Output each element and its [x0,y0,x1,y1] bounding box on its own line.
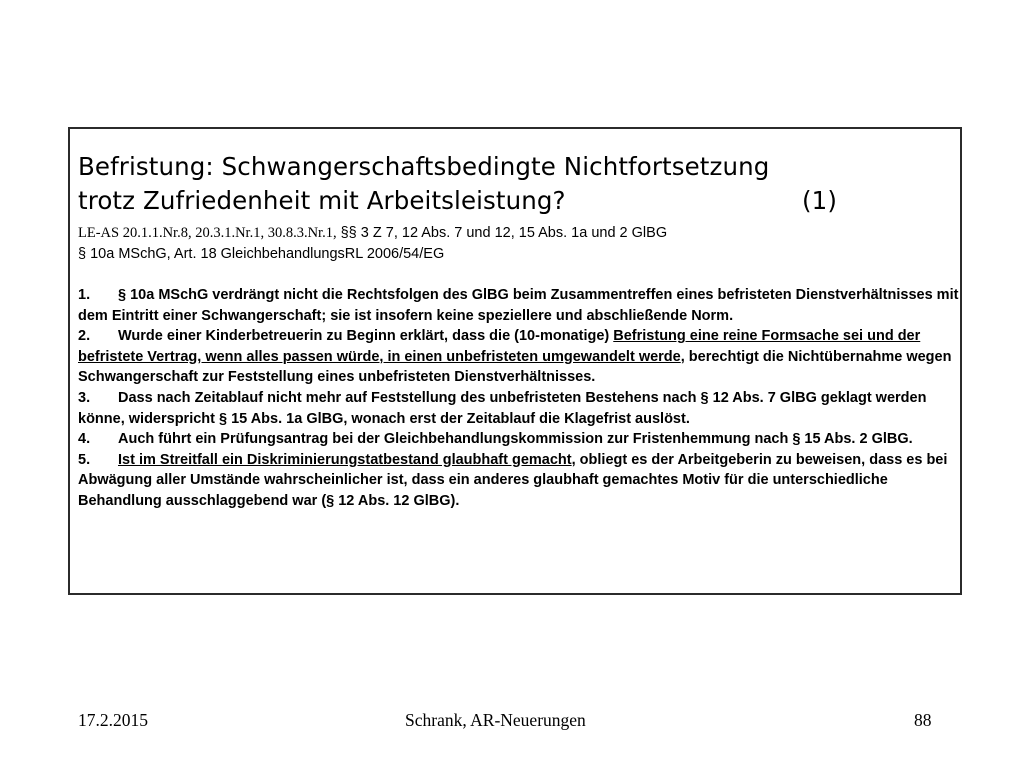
point-number: 4. [78,431,91,448]
title-line-1: Befristung: Schwangerschaftsbedingte Nichtfortsetzung [78,152,770,181]
point-2 [78,326,962,388]
point-3 [78,388,962,429]
footer-author: Schrank, AR-Neuerungen [405,710,586,730]
point-text-rest: , obliegt es der Arbeitgeberin zu beweisen, dass es bei Abwägung aller Umstände wahrscheinlicher ist, dass ein anderes glaubhaft gemachtes Motiv für die unterschiedliche Behandlung ausschlaggebend war (§ 12 Abs. 12 GlBG). [78,451,948,509]
legal-reference-2: § 10a MSchG, Art. 18 GleichbehandlungsRL 2006/54/EG [78,246,445,262]
point-number: 1. [78,287,91,303]
legal-reference-1 [78,223,948,243]
page-number: 88 [914,710,932,730]
point-text: Auch führt ein Prüfungsantrag bei der Gleichbehandlungskommission zur Fristenhemmung nach § 15 Abs. 2 GlBG. [118,431,913,448]
reference-paragraphs: §§ 3 Z 7, 12 Abs. 7 und 12, 15 Abs. 1a und 2 GlBG [336,225,668,241]
point-text: § 10a MSchG verdrängt nicht die Rechtsfolgen des GlBG beim Zusammentreffen eines befristeten Dienstverhältnisses mit dem Eintritt einer Schwangerschaft; sie ist insofern keine speziellere und abschließende Norm. [78,287,959,324]
point-text-underlined: Ist im Streitfall ein Diskriminierungstatbestand glaubhaft gemacht [118,451,572,468]
title-number: (1) [802,186,838,215]
reference-codes: LE-AS 20.1.1.Nr.8, 20.3.1.Nr.1, 30.8.3.Nr.1, [78,225,337,241]
point-5 [78,450,962,512]
point-text: Dass nach Zeitablauf nicht mehr auf Feststellung des unbefristeten Bestehens nach § 12 Abs. 7 GlBG geklagt werden könne, widerspricht § 15 Abs. 1a GlBG, wonach erst der Zeitablauf die Klagefrist auslöst. [78,389,927,427]
point-number: 3. [78,389,91,406]
point-number: 2. [78,328,91,345]
point-text-underlined: Befristung eine reine Formsache sei und der befristete Vertrag, wenn alles passen würde, in einen unbefristeten umgewandelt werde [78,328,921,365]
slide-title [78,150,948,218]
point-text-rest: , berechtigt die Nichtübernahme wegen Schwangerschaft zur Feststellung eines unbefristeten Dienstverhältnisses. [78,348,952,386]
title-line-2: trotz Zufriedenheit mit Arbeitsleistung? [78,186,566,215]
point-text: Wurde einer Kinderbetreuerin zu Beginn erklärt, dass die (10-monatige) [118,328,614,345]
point-number: 5. [78,451,91,468]
point-4 [78,429,962,450]
key-points-list [78,285,962,512]
point-1 [78,285,962,326]
footer-date: 17.2.2015 [78,710,148,730]
